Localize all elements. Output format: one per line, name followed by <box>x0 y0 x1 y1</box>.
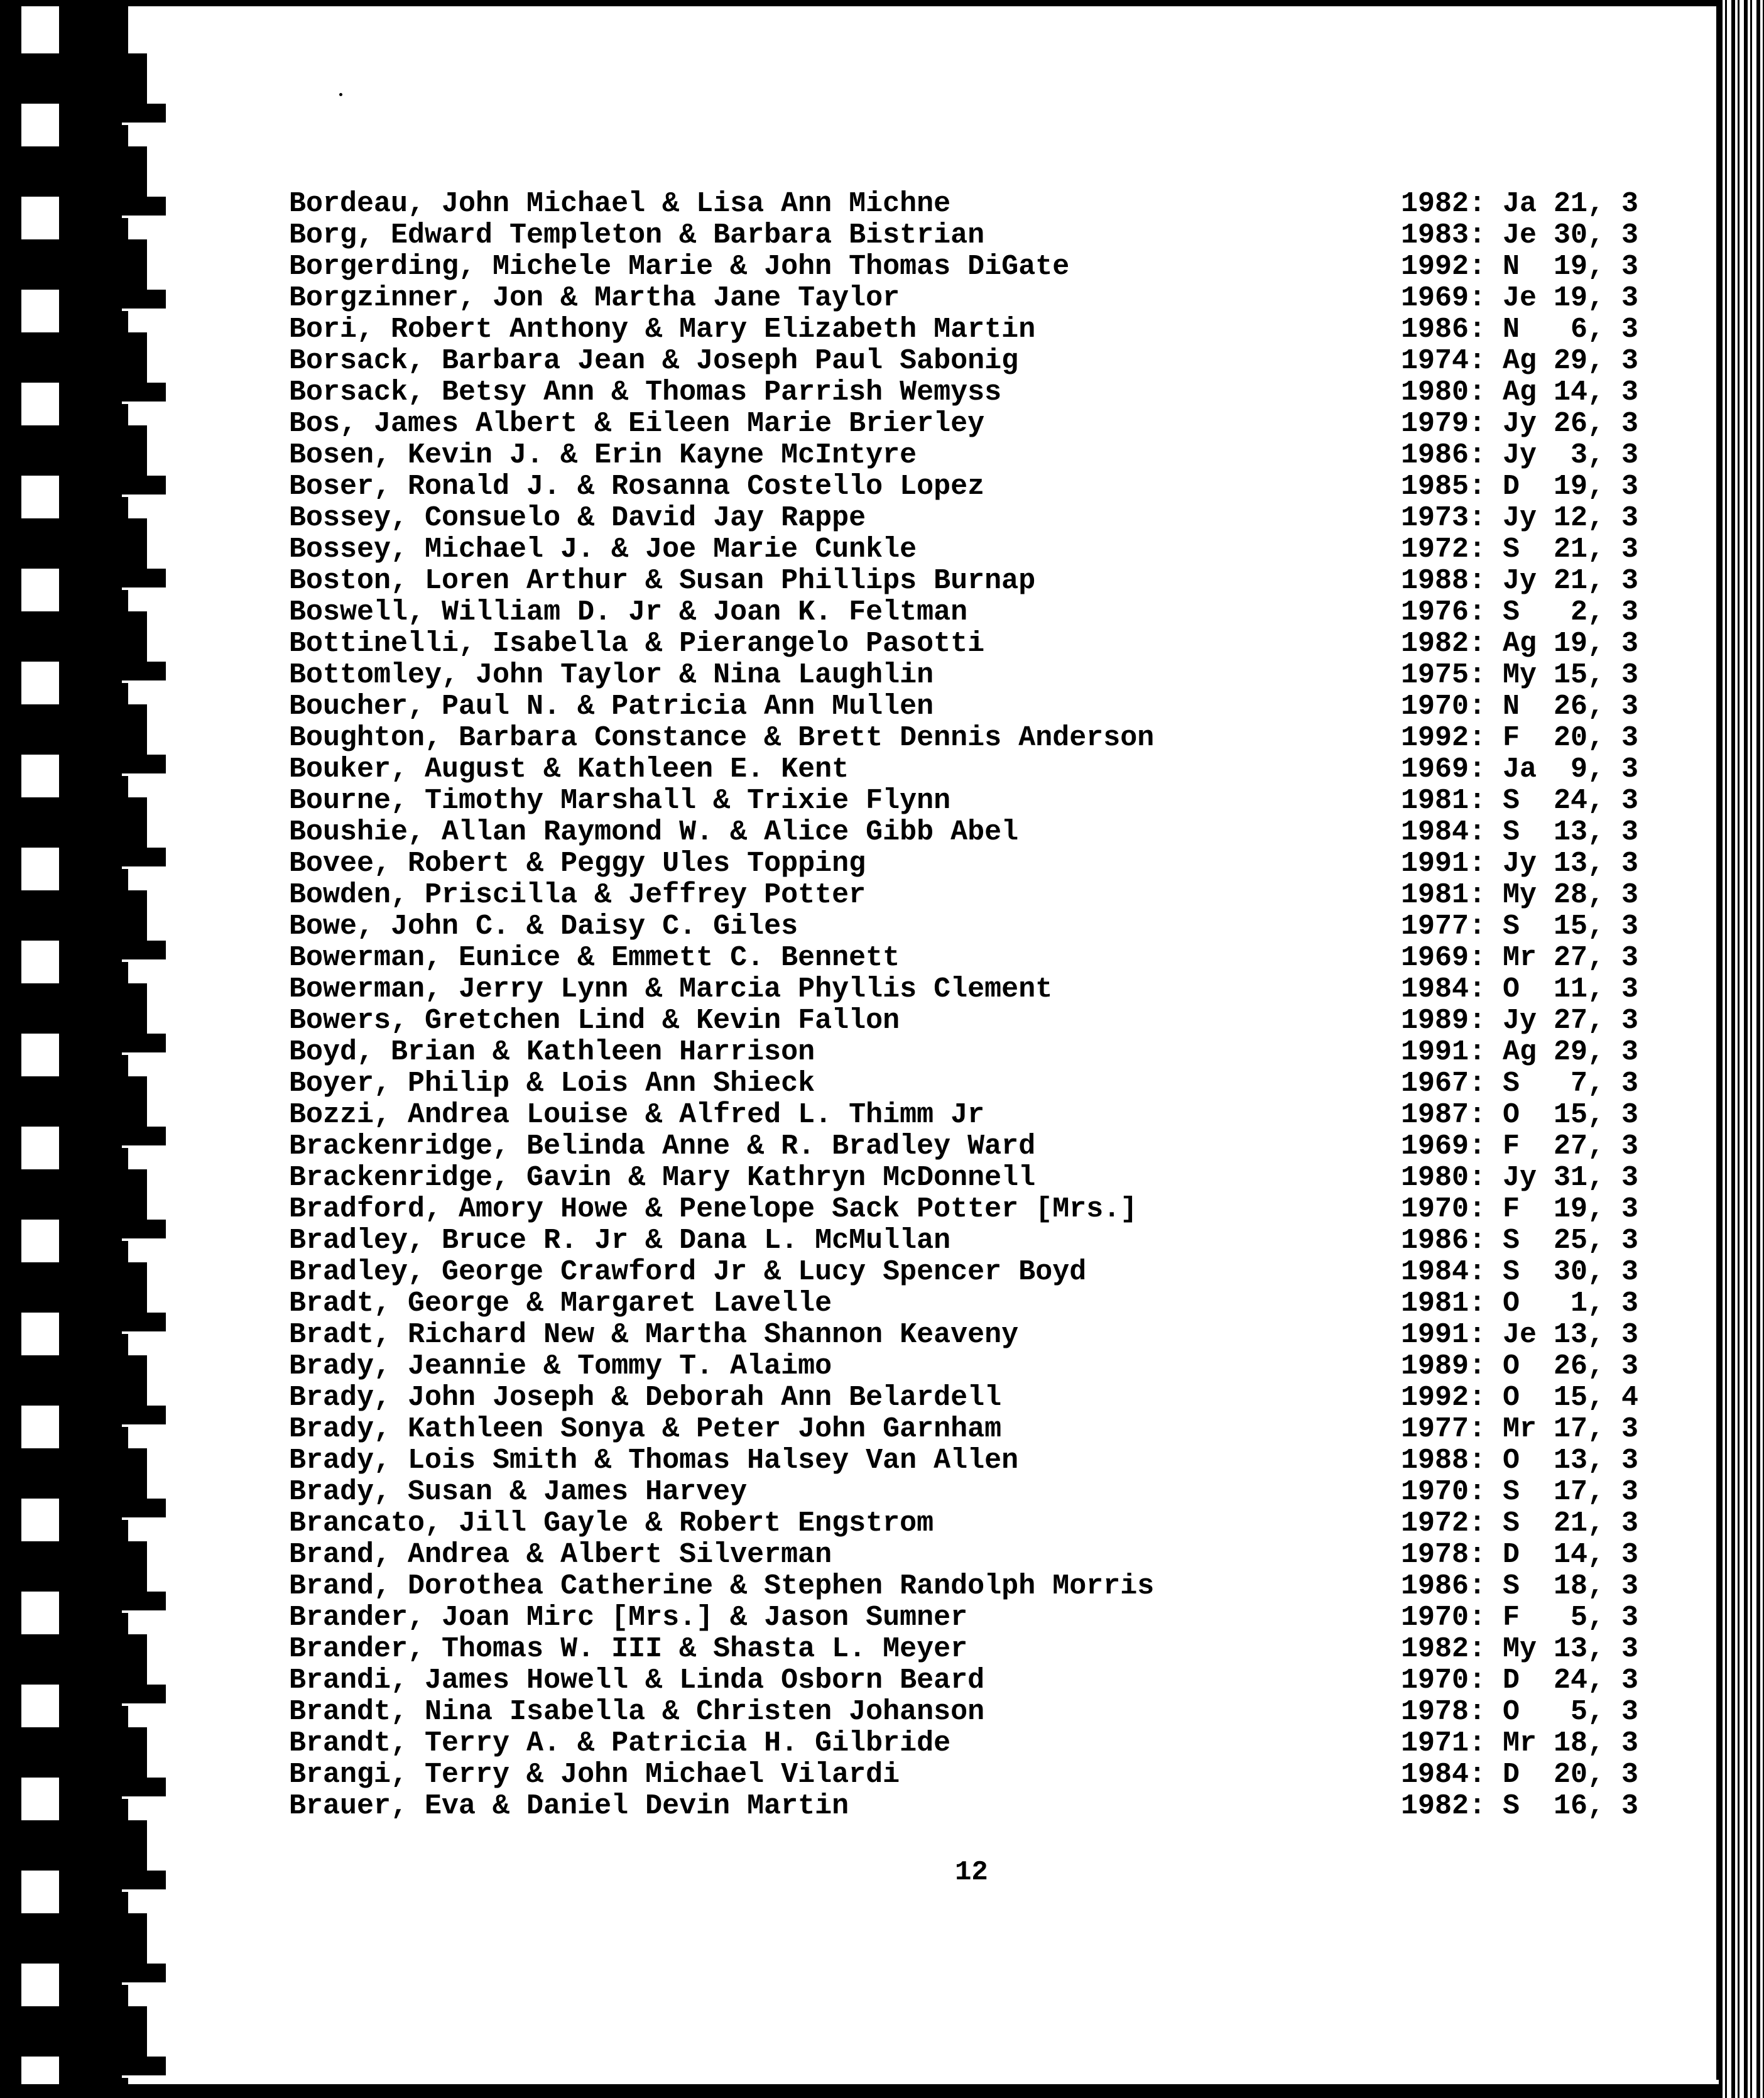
entry-date-citation: 1967: S 7, 3 <box>1401 1068 1639 1100</box>
entry-names: Bowerman, Jerry Lynn & Marcia Phyllis Clement <box>289 973 1053 1005</box>
binding-hole-tab <box>122 2057 166 2078</box>
entry-date-citation: 1992: F 20, 3 <box>1401 722 1639 754</box>
index-entry <box>289 1634 1684 1665</box>
binding-coil <box>21 983 147 1034</box>
entry-names: Bowe, John C. & Daisy C. Giles <box>289 910 798 942</box>
entry-names: Boughton, Barbara Constance & Brett Dennis Anderson <box>289 722 1155 754</box>
binding-coil <box>21 704 147 755</box>
entry-names: Borgzinner, Jon & Martha Jane Taylor <box>289 282 900 314</box>
index-entry <box>289 1728 1684 1759</box>
index-entry <box>289 188 1684 220</box>
index-entry <box>289 1288 1684 1319</box>
entry-names: Boyd, Brian & Kathleen Harrison <box>289 1036 815 1068</box>
index-entry <box>289 1571 1684 1602</box>
entry-names: Boswell, William D. Jr & Joan K. Feltman <box>289 596 968 628</box>
binding-coil <box>21 1355 147 1406</box>
index-entry <box>289 1445 1684 1477</box>
index-entry <box>289 1791 1684 1822</box>
index-entry <box>289 1382 1684 1414</box>
entry-names: Borg, Edward Templeton & Barbara Bistrian <box>289 219 985 251</box>
entry-names: Bowers, Gretchen Lind & Kevin Fallon <box>289 1005 900 1037</box>
entry-date-citation: 1969: Ja 9, 3 <box>1401 753 1639 785</box>
binding-coil <box>21 518 147 569</box>
binding-hole-tab <box>122 197 166 218</box>
index-entry <box>289 1351 1684 1382</box>
index-entry <box>289 503 1684 534</box>
index-entry <box>289 346 1684 377</box>
entry-date-citation: 1992: O 15, 4 <box>1401 1382 1639 1414</box>
index-entry <box>289 817 1684 848</box>
index-entry <box>289 597 1684 628</box>
entry-date-citation: 1989: Jy 27, 3 <box>1401 1005 1639 1037</box>
index-entry <box>289 1005 1684 1037</box>
binding-hole-tab <box>122 1499 166 1520</box>
index-entry <box>289 1539 1684 1571</box>
entry-date-citation: 1984: S 30, 3 <box>1401 1256 1639 1288</box>
index-entry <box>289 1257 1684 1288</box>
index-entry <box>289 1225 1684 1257</box>
index-entry <box>289 691 1684 723</box>
binding-coil <box>21 1169 147 1220</box>
index-entry <box>289 283 1684 314</box>
entry-names: Brady, Jeannie & Tommy T. Alaimo <box>289 1350 832 1382</box>
index-entry <box>289 1319 1684 1351</box>
entry-names: Bradt, George & Margaret Lavelle <box>289 1287 832 1319</box>
entry-names: Bradley, Bruce R. Jr & Dana L. McMullan <box>289 1225 951 1257</box>
index-entry <box>289 1037 1684 1068</box>
page-stack-edge <box>1719 0 1764 2098</box>
binding-hole-tab <box>122 1034 166 1055</box>
index-entry <box>289 1508 1684 1539</box>
index-entry <box>289 660 1684 691</box>
entry-date-citation: 1969: Mr 27, 3 <box>1401 942 1639 974</box>
index-entry <box>289 723 1684 754</box>
binding-hole-tab <box>122 290 166 311</box>
page-number: 12 <box>955 1857 988 1888</box>
entry-names: Bouker, August & Kathleen E. Kent <box>289 753 849 785</box>
entry-date-citation: 1975: My 15, 3 <box>1401 659 1639 691</box>
binding-coil <box>21 1820 147 1871</box>
entry-names: Bossey, Consuelo & David Jay Rappe <box>289 502 866 534</box>
binding-coil <box>21 425 147 476</box>
entry-date-citation: 1977: S 15, 3 <box>1401 910 1639 942</box>
entry-date-citation: 1985: D 19, 3 <box>1401 471 1639 503</box>
entry-names: Boyer, Philip & Lois Ann Shieck <box>289 1068 815 1100</box>
index-entry <box>289 1414 1684 1445</box>
entry-date-citation: 1972: S 21, 3 <box>1401 1507 1639 1539</box>
entry-date-citation: 1970: F 19, 3 <box>1401 1193 1639 1225</box>
entry-date-citation: 1982: My 13, 3 <box>1401 1633 1639 1665</box>
index-entry <box>289 1100 1684 1131</box>
index-entry <box>289 1696 1684 1728</box>
entry-names: Brady, Lois Smith & Thomas Halsey Van Allen <box>289 1445 1019 1477</box>
entry-names: Brandi, James Howell & Linda Osborn Beard <box>289 1664 985 1696</box>
entry-names: Boucher, Paul N. & Patricia Ann Mullen <box>289 691 934 723</box>
binding-hole-tab <box>122 476 166 497</box>
spiral-binding <box>21 0 147 2098</box>
scan-border-left <box>0 0 21 2098</box>
entry-names: Brackenridge, Belinda Anne & R. Bradley Ward <box>289 1130 1036 1162</box>
binding-coil <box>21 1076 147 1127</box>
binding-hole-tab <box>122 1406 166 1427</box>
entry-date-citation: 1977: Mr 17, 3 <box>1401 1413 1639 1445</box>
index-entry <box>289 1068 1684 1100</box>
entry-names: Brand, Dorothea Catherine & Stephen Randolph Morris <box>289 1570 1155 1602</box>
entry-names: Brady, John Joseph & Deborah Ann Belardell <box>289 1382 1002 1414</box>
entry-date-citation: 1980: Jy 31, 3 <box>1401 1162 1639 1194</box>
entry-names: Borsack, Betsy Ann & Thomas Parrish Wemyss <box>289 376 1002 408</box>
entry-date-citation: 1976: S 2, 3 <box>1401 596 1639 628</box>
binding-coil <box>21 1541 147 1592</box>
entry-names: Bovee, Robert & Peggy Ules Topping <box>289 848 866 880</box>
index-entry <box>289 1162 1684 1194</box>
scan-border-bottom <box>0 2084 1764 2098</box>
binding-hole-tab <box>122 1313 166 1334</box>
entry-date-citation: 1989: O 26, 3 <box>1401 1350 1639 1382</box>
binding-coil <box>21 890 147 941</box>
entry-names: Bradt, Richard New & Martha Shannon Keaveny <box>289 1319 1019 1351</box>
binding-hole-tab <box>122 383 166 404</box>
entry-date-citation: 1981: S 24, 3 <box>1401 785 1639 817</box>
binding-coil <box>21 332 147 383</box>
index-entry <box>289 628 1684 660</box>
entry-names: Brander, Joan Mirc [Mrs.] & Jason Sumner <box>289 1602 968 1634</box>
binding-coil <box>21 53 147 104</box>
entry-names: Bozzi, Andrea Louise & Alfred L. Thimm Jr <box>289 1099 985 1131</box>
entry-date-citation: 1984: S 13, 3 <box>1401 816 1639 848</box>
index-entry <box>289 1131 1684 1162</box>
entry-date-citation: 1988: O 13, 3 <box>1401 1445 1639 1477</box>
entry-date-citation: 1969: Je 19, 3 <box>1401 282 1639 314</box>
index-entry <box>289 848 1684 880</box>
binding-hole-tab <box>122 941 166 962</box>
entry-date-citation: 1981: My 28, 3 <box>1401 879 1639 911</box>
binding-coil <box>21 1913 147 1964</box>
binding-coil <box>21 239 147 290</box>
binding-hole-tab <box>122 569 166 590</box>
entry-names: Borgerding, Michele Marie & John Thomas DiGate <box>289 251 1070 283</box>
entry-names: Bowden, Priscilla & Jeffrey Potter <box>289 879 866 911</box>
entry-date-citation: 1986: S 25, 3 <box>1401 1225 1639 1257</box>
scan-speck <box>339 93 342 96</box>
entry-date-citation: 1984: D 20, 3 <box>1401 1759 1639 1791</box>
entry-date-citation: 1978: O 5, 3 <box>1401 1696 1639 1728</box>
entry-names: Bordeau, John Michael & Lisa Ann Michne <box>289 188 951 220</box>
binding-hole-tab <box>122 1685 166 1706</box>
entry-date-citation: 1973: Jy 12, 3 <box>1401 502 1639 534</box>
entry-date-citation: 1982: S 16, 3 <box>1401 1790 1639 1822</box>
entry-date-citation: 1991: Ag 29, 3 <box>1401 1036 1639 1068</box>
entry-date-citation: 1970: D 24, 3 <box>1401 1664 1639 1696</box>
index-entry <box>289 785 1684 817</box>
entry-names: Brady, Susan & James Harvey <box>289 1476 748 1508</box>
index-entry <box>289 911 1684 942</box>
entry-names: Brady, Kathleen Sonya & Peter John Garnham <box>289 1413 1002 1445</box>
entry-date-citation: 1986: S 18, 3 <box>1401 1570 1639 1602</box>
binding-hole-tab <box>122 1220 166 1241</box>
entry-names: Bradley, George Crawford Jr & Lucy Spencer Boyd <box>289 1256 1087 1288</box>
entry-date-citation: 1978: D 14, 3 <box>1401 1539 1639 1571</box>
binding-hole-tab <box>122 1964 166 1985</box>
entry-names: Boushie, Allan Raymond W. & Alice Gibb Abel <box>289 816 1019 848</box>
binding-coil <box>21 1634 147 1685</box>
entry-date-citation: 1970: S 17, 3 <box>1401 1476 1639 1508</box>
binding-coil <box>21 797 147 848</box>
entry-names: Bosen, Kevin J. & Erin Kayne McIntyre <box>289 439 917 471</box>
entry-names: Brancato, Jill Gayle & Robert Engstrom <box>289 1507 934 1539</box>
entry-date-citation: 1984: O 11, 3 <box>1401 973 1639 1005</box>
entry-names: Brandt, Nina Isabella & Christen Johanson <box>289 1696 985 1728</box>
page-border-right <box>1716 6 1719 2080</box>
index-entry <box>289 408 1684 440</box>
binding-coil <box>21 611 147 662</box>
binding-coil <box>21 1262 147 1313</box>
entry-names: Brangi, Terry & John Michael Vilardi <box>289 1759 900 1791</box>
index-entry <box>289 314 1684 346</box>
entry-date-citation: 1974: Ag 29, 3 <box>1401 345 1639 377</box>
index-entry <box>289 534 1684 565</box>
binding-hole-tab <box>122 1592 166 1613</box>
index-entry <box>289 440 1684 471</box>
binding-coil <box>21 146 147 197</box>
index-entry <box>289 1665 1684 1696</box>
entry-date-citation: 1969: F 27, 3 <box>1401 1130 1639 1162</box>
entry-date-citation: 1992: N 19, 3 <box>1401 251 1639 283</box>
entry-date-citation: 1991: Je 13, 3 <box>1401 1319 1639 1351</box>
binding-hole-tab <box>122 662 166 683</box>
entry-names: Boser, Ronald J. & Rosanna Costello Lopez <box>289 471 985 503</box>
entry-names: Bos, James Albert & Eileen Marie Brierley <box>289 408 985 440</box>
entry-names: Bowerman, Eunice & Emmett C. Bennett <box>289 942 900 974</box>
entry-date-citation: 1980: Ag 14, 3 <box>1401 376 1639 408</box>
binding-coil <box>21 2006 147 2057</box>
binding-hole-tab <box>122 1871 166 1892</box>
binding-hole-tab <box>122 848 166 869</box>
binding-coil <box>21 1448 147 1499</box>
entry-date-citation: 1988: Jy 21, 3 <box>1401 565 1639 597</box>
index-entry <box>289 880 1684 911</box>
binding-hole-tab <box>122 104 166 125</box>
entry-date-citation: 1982: Ag 19, 3 <box>1401 628 1639 660</box>
index-entry <box>289 471 1684 503</box>
index-entry <box>289 565 1684 597</box>
index-entry <box>289 1194 1684 1225</box>
entry-names: Brauer, Eva & Daniel Devin Martin <box>289 1790 849 1822</box>
entry-names: Bottomley, John Taylor & Nina Laughlin <box>289 659 934 691</box>
entry-names: Brand, Andrea & Albert Silverman <box>289 1539 832 1571</box>
entry-date-citation: 1981: O 1, 3 <box>1401 1287 1639 1319</box>
entry-date-citation: 1970: N 26, 3 <box>1401 691 1639 723</box>
index-entry <box>289 220 1684 251</box>
index-entry <box>289 942 1684 974</box>
entry-names: Bourne, Timothy Marshall & Trixie Flynn <box>289 785 951 817</box>
entry-date-citation: 1979: Jy 26, 3 <box>1401 408 1639 440</box>
entry-date-citation: 1983: Je 30, 3 <box>1401 219 1639 251</box>
binding-coil <box>21 1727 147 1778</box>
entry-names: Bori, Robert Anthony & Mary Elizabeth Martin <box>289 314 1036 346</box>
index-entry <box>289 754 1684 785</box>
entry-names: Brackenridge, Gavin & Mary Kathryn McDonnell <box>289 1162 1036 1194</box>
entry-names: Bossey, Michael J. & Joe Marie Cunkle <box>289 533 917 565</box>
entry-date-citation: 1972: S 21, 3 <box>1401 533 1639 565</box>
binding-hole-tab <box>122 1127 166 1148</box>
index-entry <box>289 1602 1684 1634</box>
index-entry <box>289 251 1684 283</box>
entry-date-citation: 1986: N 6, 3 <box>1401 314 1639 346</box>
binding-hole-tab <box>122 1778 166 1799</box>
entry-date-citation: 1971: Mr 18, 3 <box>1401 1727 1639 1759</box>
entry-date-citation: 1970: F 5, 3 <box>1401 1602 1639 1634</box>
index-entry <box>289 1759 1684 1791</box>
binding-spine <box>59 0 128 2098</box>
binding-hole-tab <box>122 755 166 776</box>
index-entry <box>289 1477 1684 1508</box>
entry-names: Bradford, Amory Howe & Penelope Sack Potter [Mrs.] <box>289 1193 1138 1225</box>
index-entry <box>289 377 1684 408</box>
entry-names: Brander, Thomas W. III & Shasta L. Meyer <box>289 1633 968 1665</box>
entry-names: Borsack, Barbara Jean & Joseph Paul Sabonig <box>289 345 1019 377</box>
marriage-index-list <box>289 188 1684 1822</box>
entry-names: Boston, Loren Arthur & Susan Phillips Burnap <box>289 565 1036 597</box>
entry-date-citation: 1991: Jy 13, 3 <box>1401 848 1639 880</box>
entry-names: Bottinelli, Isabella & Pierangelo Pasotti <box>289 628 985 660</box>
scan-border-top <box>0 0 1764 6</box>
entry-date-citation: 1982: Ja 21, 3 <box>1401 188 1639 220</box>
index-entry <box>289 974 1684 1005</box>
entry-date-citation: 1986: Jy 3, 3 <box>1401 439 1639 471</box>
entry-names: Brandt, Terry A. & Patricia H. Gilbride <box>289 1727 951 1759</box>
entry-date-citation: 1987: O 15, 3 <box>1401 1099 1639 1131</box>
